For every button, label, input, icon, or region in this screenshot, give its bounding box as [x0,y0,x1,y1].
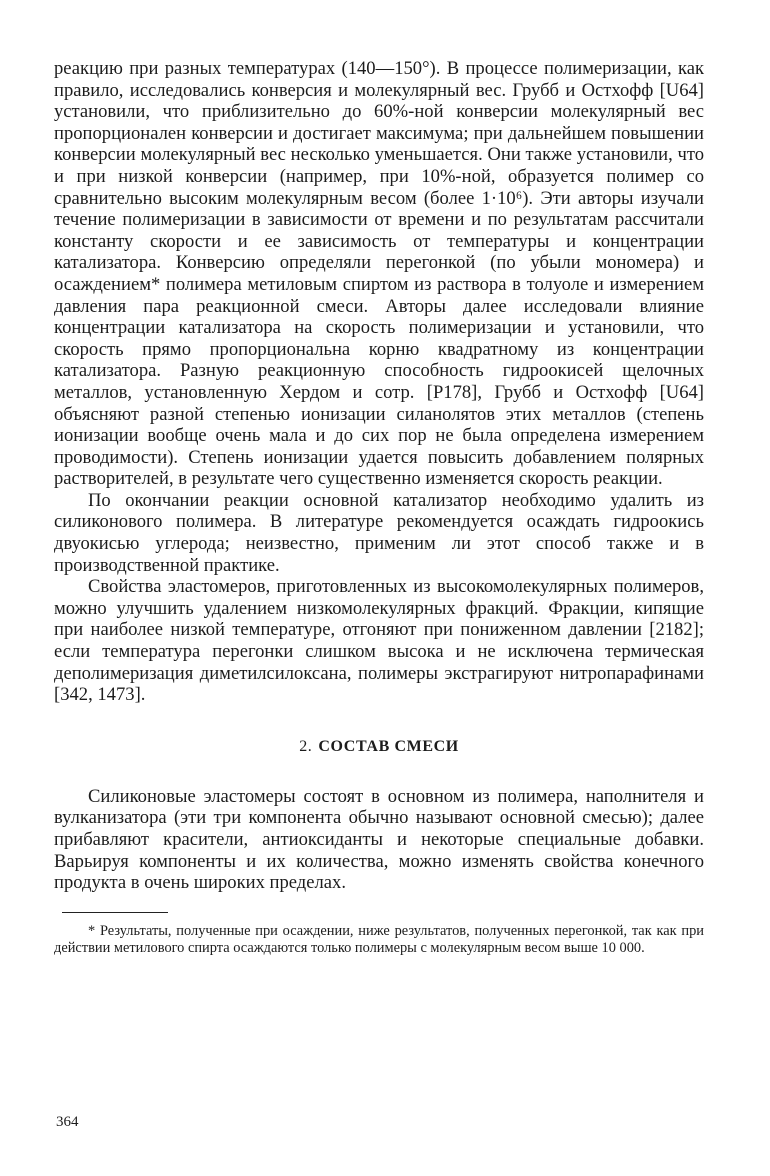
page-number: 364 [56,1114,79,1130]
section-title: СОСТАВ СМЕСИ [318,737,459,755]
paragraph-catalyst-removal: По окончании реакции основной катализатор необходимо удалить из силиконового полимера. В литературе рекомендуется осаждать гидроокись двуокисью углерода; неизвестно, применим ли этот способ также и в производственной практике. [54,489,704,576]
paragraph-elastomer-properties: Свойства эластомеров, приготовленных из высокомолекулярных полимеров, можно улучшить удалением низкомолекулярных фракций. Фракции, кипящие при наиболее низкой температуре, отгоняют при пониженном давлении [2182]; если температура перегонки слишком высока и не исключена термическая деполимеризация диметилсилоксана, полимеры экстрагируют нитропарафинами [342, 1473]. [54,576,704,706]
page-content [54,58,704,957]
section-heading [54,738,704,756]
footnote-divider [62,912,168,913]
paragraph-polymerization: реакцию при разных температурах (140—150°). В процессе полимеризации, как правило, исследовались конверсия и молекулярный вес. Грубб и Остхофф [U64] установили, что приблизительно до 60%-ной конверсии молекулярный вес пропорционален конверсии и достигает максимума; при дальнейшем повышении конверсии молекулярный вес несколько уменьшается. Они также установили, что и при низкой конверсии (например, при 10%-ной, образуется полимер со сравнительно высоким молекулярным весом (более 1·10⁶). Эти авторы изучали течение полимеризации в зависимости от времени и по результатам рассчитали константу скорости и ее зависимость от температуры и концентрации катализатора. Конверсию определяли перегонкой (по убыли мономера) и осаждением* полимера метиловым спиртом из раствора в толуоле и измерением давления пара реакционной смеси. Авторы далее исследовали влияние концентрации катализатора на скорость полимеризации и установили, что скорость прямо пропорциональна корню квадратному из концентрации катализатора. Разную реакционную способность гидроокисей щелочных металлов, установленную Хердом и сотр. [P178], Грубб и Остхофф [U64] объясняют разной степенью ионизации силанолятов этих металлов (степень ионизации вообще очень мала и до сих пор не была определена измерением проводимости). Степень ионизации удается повысить добавлением полярных растворителей, в результате чего существенно изменяется скорость реакции. [54,58,704,490]
footnote: * Результаты, полученные при осаждении, ниже результатов, полученных перегонкой, так как при действии метилового спирта осаждаются только полимеры с молекулярным весом выше 10 000. [54,922,704,956]
paragraph-mixture-composition: Силиконовые эластомеры состоят в основном из полимера, наполнителя и вулканизатора (эти три компонента обычно называют основной смесью); далее прибавляют красители, антиоксиданты и некоторые специальные добавки. Варьируя компоненты и их количества, можно изменять свойства конечного продукта в очень широких пределах. [54,785,704,894]
section-number: 2. [299,737,313,755]
